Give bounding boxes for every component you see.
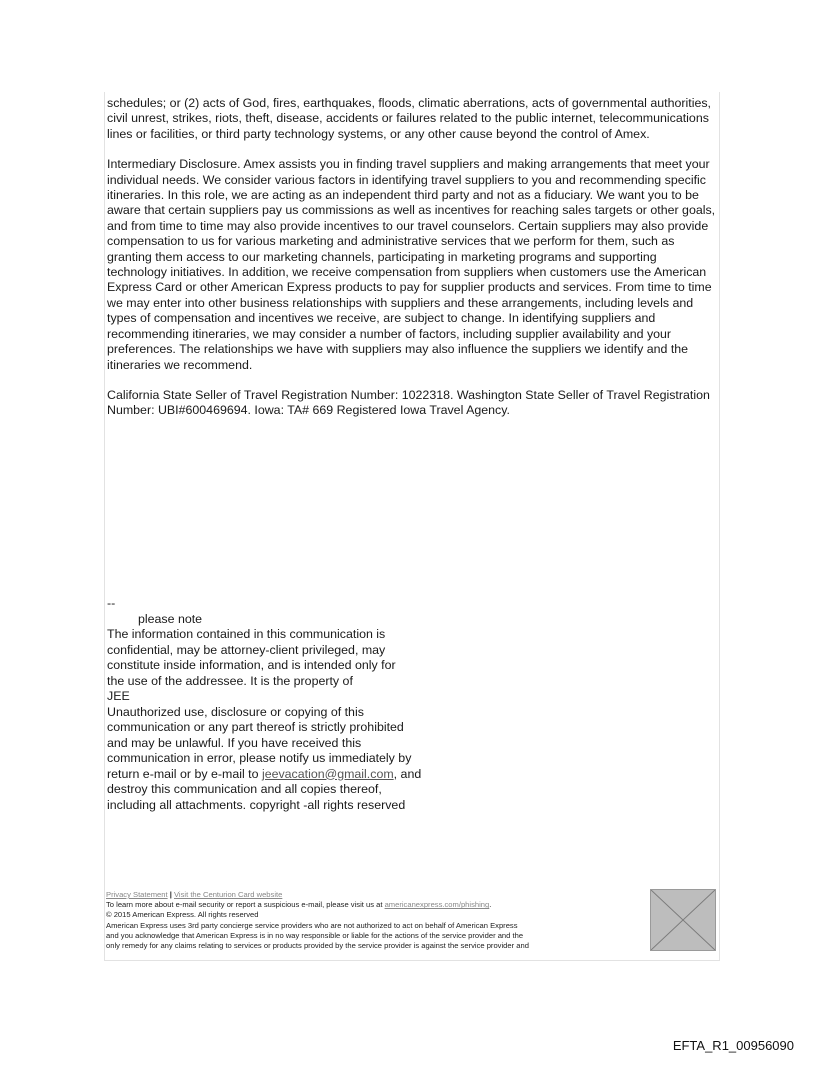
signature-line: the use of the addressee. It is the property of [107,673,353,688]
disclaimer-line: American Express uses 3rd party concierge service providers who are not authorized to act on behalf of American Express [106,920,518,930]
signature-line: confidential, may be attorney-client privileged, may [107,642,386,657]
security-prefix: To learn more about e-mail security or report a suspicious e-mail, please visit us at [106,900,385,910]
signature-heading: please note [138,611,203,626]
intermediary-disclosure-paragraph: Intermediary Disclosure. Amex assists you in finding travel suppliers and making arrangements that meet your individual needs. We consider various factors in identifying travel suppliers to you and recommending specific itineraries. In this role, we are acting as an independent third party and not as a fiduciary. We want you to be aware that certain suppliers pay us commissions as well as incentives for reaching sales targets or other goals, and from time to time may also provide incentives to our travel counselors. Certain suppliers may also provide compensation to us for various marketing and administrative services that we perform for them, such as granting them access to our marketing channels, participating in marketing programs and supporting technology initiatives. In addition, we receive compensation from suppliers when customers use the American Express Card or other American Express products to pay for supplier products and services. From time to time we may enter into other business relationships with suppliers and these arrangements, including levels and types of compensation and incentives we receive, are subject to change. In identifying suppliers and recommending itineraries, we may consider a number of factors, including supplier availability and your preferences. The relationships we have with suppliers may also influence the suppliers we identify and the itineraries we recommend. [107,157,716,372]
signature-line: including all attachments. copyright -all rights reserved [107,797,406,812]
signature-line: communication in error, please notify us immediately by [107,751,412,765]
amex-footer [106,890,651,951]
email-body [107,96,719,434]
copyright: © 2015 American Express. All rights reserved [106,910,259,920]
privacy-statement-link[interactable]: Privacy Statement [106,890,168,899]
return-prefix: return e-mail or by e-mail to [107,766,262,781]
signature-line: JEE [107,689,130,703]
document-id: EFTA_R1_00956090 [672,1038,794,1053]
signature-block [107,596,467,813]
disclaimer-line: only remedy for any claims relating to services or products provided by the service provider is against the service provider and [106,941,529,951]
footer-separator: | [169,890,172,899]
phishing-link[interactable]: americanexpress.com/phishing [384,900,490,910]
return-suffix: , and [393,766,422,781]
signature-line: Unauthorized use, disclosure or copying of this [107,704,364,719]
security-notice [106,900,651,910]
signature-email-line [107,767,467,783]
registration-paragraph: California State Seller of Travel Registration Number: 1022318. Washington State Seller of Travel Registration Number: UBI#600469694. Iowa: TA# 669 Registered Iowa Travel Agency. [107,387,710,418]
email-link[interactable]: jeevacation@gmail.com [261,766,394,781]
disclaimer-line: and you acknowledge that American Express is in no way responsible or liable for the actions of the service provider and the [106,930,524,940]
signature-line: communication or any part thereof is strictly prohibited [107,720,404,734]
centurion-card-link[interactable]: Visit the Centurion Card website [174,890,283,899]
force-majeure-paragraph: schedules; or (2) acts of God, fires, earthquakes, floods, climatic aberrations, acts of governmental authorities, civil unrest, strikes, riots, theft, disease, accidents or failures related to the public internet, telecommunications lines or facilities, or third party technology systems, or any other cause beyond the control of Amex. [107,96,711,141]
security-suffix: . [489,900,492,910]
signature-line: constitute inside information, and is intended only for [107,658,396,672]
signature-line: The information contained in this communication is [107,627,386,641]
signature-line: and may be unlawful. If you have received this [107,735,362,750]
broken-image-placeholder [650,889,716,951]
signature-line: destroy this communication and all copies thereof, [107,782,382,796]
signature-dashes: -- [107,596,116,610]
image-placeholder-icon [651,890,715,950]
footer-links [106,890,651,900]
